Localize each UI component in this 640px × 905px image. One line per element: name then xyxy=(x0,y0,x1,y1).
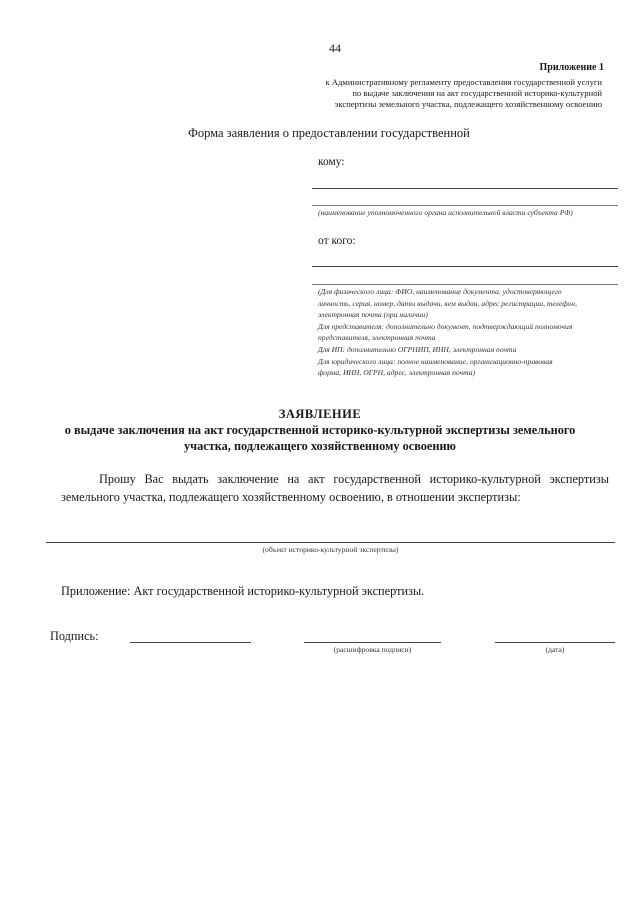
appendix-line: по выдаче заключения на акт государственной историко-культурной xyxy=(352,88,602,98)
from-note-line: Для юридического лица: полное наименование, организационно-правовая xyxy=(318,356,553,366)
attachment-text: Приложение: Акт государственной историко-культурной экспертизы. xyxy=(61,584,425,598)
to-label: кому: xyxy=(318,156,345,168)
statement-subtitle-line-1: о выдаче заключения на акт государственной историко-культурной экспертизы земельного xyxy=(64,423,576,437)
date-line[interactable] xyxy=(495,642,615,643)
from-note-line: представителя, электронная почта xyxy=(318,333,436,343)
from-note-line: личность, серия, номер, даты выдачи, кем выдан, адрес регистрации, телефон, xyxy=(318,298,577,308)
from-note-line: электронная почта (при наличии) xyxy=(318,310,428,320)
signature-line[interactable] xyxy=(130,642,251,643)
request-text: Прошу Вас выдать заключение на акт государственной историко-культурной экспертизы земельного участка, подлежащего хозяйственному освоению, в отношении экспертизы: xyxy=(61,472,609,504)
statement-title: ЗАЯВЛЕНИЕ xyxy=(278,407,362,421)
appendix-line: к Административному регламенту предоставления государственной услуги xyxy=(325,77,602,87)
from-field-line[interactable] xyxy=(312,266,618,267)
from-note-line: (Для физического лица: ФИО, наименование документа, удостоверяющего xyxy=(318,287,562,296)
to-field-line[interactable] xyxy=(312,188,618,189)
object-caption: (объект историко-культурной экспертизы) xyxy=(262,545,399,554)
object-field-line[interactable] xyxy=(46,542,615,543)
from-note-line: Для ИП: дополнительно ОГРНИП, ИНН, электронная почта xyxy=(318,344,517,354)
from-note-line: Для представителя: дополнительно документ, подтверждающий полномочия xyxy=(318,321,573,331)
appendix-line: экспертизы земельного участка, подлежащего хозяйственному освоению xyxy=(334,99,602,109)
from-field-line-2[interactable] xyxy=(312,284,618,285)
appendix-label: Приложение 1 xyxy=(539,62,604,73)
signature-label: Подпись: xyxy=(50,629,99,643)
form-title: Форма заявления о предоставлении государственной xyxy=(188,126,470,140)
to-field-line-2[interactable] xyxy=(312,205,618,206)
signature-decoding-caption: (расшифровка подписи) xyxy=(333,645,412,654)
from-label: от кого: xyxy=(318,235,356,247)
from-notes xyxy=(318,286,618,379)
date-caption: (дата) xyxy=(545,645,565,654)
page-number: 44 xyxy=(329,41,341,55)
to-note: (наименование уполномоченного органа исполнительной власти субъекта РФ) xyxy=(318,208,573,217)
signature-decoding-line[interactable] xyxy=(304,642,441,643)
statement-subtitle-line-2: участка, подлежащего хозяйственному освоению xyxy=(184,439,456,453)
appendix-reference xyxy=(222,77,602,110)
from-note-line: форма, ИНН, ОГРН, адрес, электронная почта) xyxy=(318,368,476,378)
